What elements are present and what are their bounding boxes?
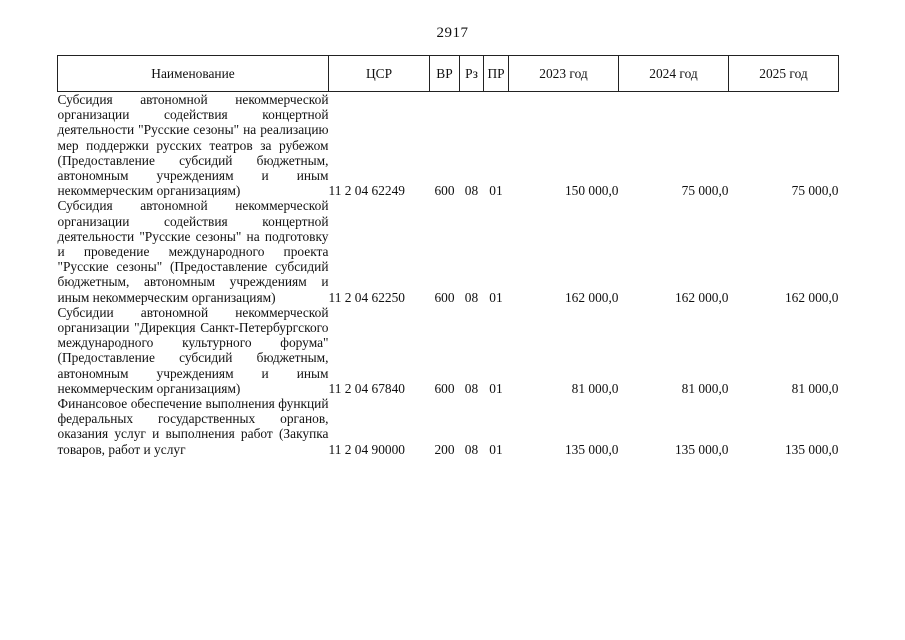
row-2024: 75 000,0 <box>681 183 729 199</box>
row-pr: 01 <box>489 380 503 396</box>
row-rz: 08 <box>464 289 479 305</box>
header-2024: 2024 год <box>619 56 729 92</box>
row-2025: 75 000,0 <box>791 183 839 199</box>
row-csr: 11 2 04 67840 <box>328 380 405 396</box>
row-pr: 01 <box>489 441 503 457</box>
header-name: Наименование <box>58 56 329 92</box>
row-2024: 81 000,0 <box>681 380 729 396</box>
row-2025: 135 000,0 <box>784 441 839 457</box>
row-2023: 150 000,0 <box>564 183 619 199</box>
row-2025: 162 000,0 <box>784 289 839 305</box>
row-csr: 11 2 04 62249 <box>328 183 405 199</box>
header-vr: ВР <box>430 56 460 92</box>
row-name: Субсидия автономной некоммерческой организации содействия концертной деятельности "Русские сезоны" на подготовку и проведение международного проекта "Русские сезоны" (Предоставление субсидий бюджетным, автономным учреждениям и иным некоммерческим организациям) <box>57 198 329 305</box>
row-csr: 11 2 04 62250 <box>328 289 405 305</box>
table-row <box>58 396 839 457</box>
row-2024: 162 000,0 <box>674 289 729 305</box>
row-2023: 81 000,0 <box>571 380 619 396</box>
row-2024: 135 000,0 <box>674 441 729 457</box>
page-number: 2917 <box>436 25 469 41</box>
row-2023: 162 000,0 <box>564 289 619 305</box>
row-name: Субсидии автономной некоммерческой организации "Дирекция Санкт-Петербургского международного культурного форума" (Предоставление субсидий бюджетным, автономным учреждениям и иным некоммерческим организациям) <box>57 304 329 396</box>
header-rz: Рз <box>460 56 484 92</box>
row-name: Субсидия автономной некоммерческой организации содействия концертной деятельности "Русские сезоны" на реализацию мер поддержки русских театров за рубежом (Предоставление субсидий бюджетным, автономным учреждениям и иным некоммерческим организациям) <box>57 92 329 199</box>
row-vr: 600 <box>434 183 455 199</box>
table-row <box>58 198 839 304</box>
table-row <box>58 92 839 199</box>
row-name: Финансовое обеспечение выполнения функций федеральных государственных органов, оказания услуг и выполнения работ (Закупка товаров, работ и услуг <box>57 396 329 457</box>
table-header-row <box>58 56 839 92</box>
row-pr: 01 <box>489 183 503 199</box>
header-2023: 2023 год <box>509 56 619 92</box>
header-2025: 2025 год <box>729 56 839 92</box>
row-rz: 08 <box>464 380 479 396</box>
row-rz: 08 <box>464 183 479 199</box>
budget-table <box>57 55 839 457</box>
row-vr: 200 <box>434 441 455 457</box>
row-vr: 600 <box>434 289 455 305</box>
row-rz: 08 <box>464 441 479 457</box>
header-pr: ПР <box>484 56 509 92</box>
header-csr: ЦСР <box>329 56 430 92</box>
table-row <box>58 305 839 396</box>
row-pr: 01 <box>489 289 503 305</box>
row-2025: 81 000,0 <box>791 380 839 396</box>
row-csr: 11 2 04 90000 <box>328 441 405 457</box>
row-2023: 135 000,0 <box>564 441 619 457</box>
row-vr: 600 <box>434 380 455 396</box>
